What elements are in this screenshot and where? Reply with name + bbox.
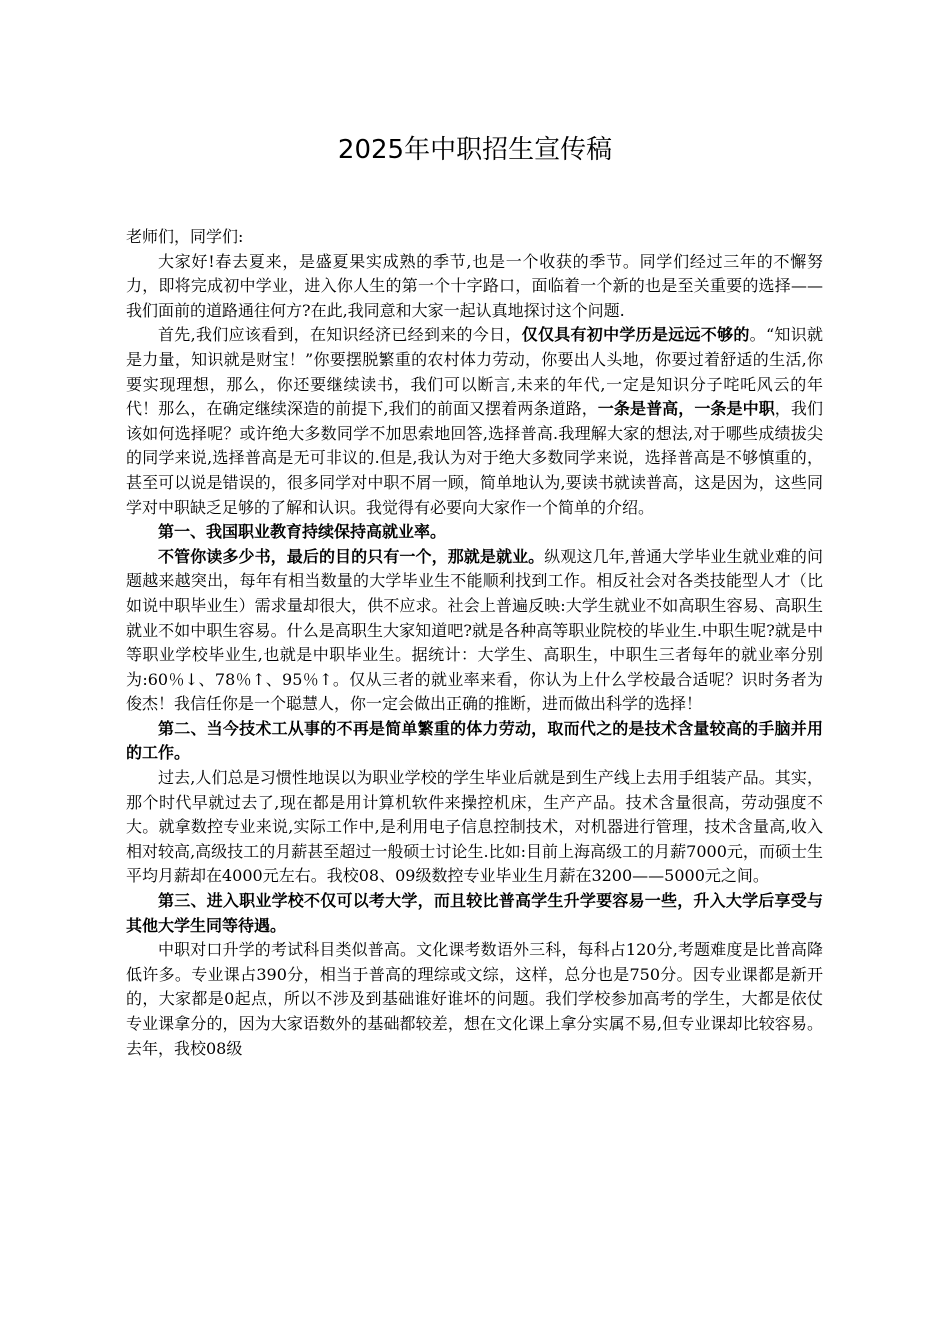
paragraph-choice-text-a: 首先,我们应该看到，在知识经济已经到来的今日，: [158, 325, 522, 345]
paragraph-choice: [126, 323, 823, 520]
paragraph-choice-emphasis-a: 仅仅具有初中学历是远远不够的: [521, 325, 750, 345]
paragraph-employment-text: 纵观这几年,普通大学毕业生就业难的问题越来越突出，每年有相当数量的大学毕业生不能顺利找到工作。相反社会对各类技能型人才（比如说中职毕业生）需求量却很大，供不应求。社会上普遍反映:大学生就业不如高职生容易、高职生就业不如中职生容易。什么是高职生大家知道吧?就是各种高等职业院校的毕业生.中职生呢?就是中等职业学校毕业生,也就是中职毕业生。据统计：大学生、高职生，中职生三者每年的就业率分别为:60％↓、78％↑、95％↑。仅从三者的就业率来看，你认为上什么学校最合适呢？识时务者为俊杰！我信任你是一个聪慧人，你一定会做出正确的推断，进而做出科学的选择！: [126, 546, 823, 714]
section-heading-2: 第二、当今技术工从事的不再是简单繁重的体力劳动，取而代之的是技术含量较高的手脑并用的工作。: [126, 718, 823, 763]
paragraph-intro: 大家好!春去夏来，是盛夏果实成熟的季节,也是一个收获的季节。同学们经过三年的不懈努力，即将完成初中学业，进入你人生的第一个十字路口，面临着一个新的也是至关重要的选择——我们面前的道路通往何方?在此,我同意和大家一起认真地探讨这个问题.: [126, 251, 823, 320]
paragraph-university: 中职对口升学的考试科目类似普高。文化课考数语外三科，每科占120分,考题难度是比普高降低许多。专业课占390分，相当于普高的理综或文综，这样，总分也是750分。因专业课都是新开的，大家都是0起点，所以不涉及到基础谁好谁坏的问题。我们学校参加高考的学生，大都是依仗专业课拿分的，因为大家语数外的基础都较差，想在文化课上拿分实属不易,但专业课却比较容易。去年，我校08级: [126, 940, 823, 1058]
section-heading-3: 第三、进入职业学校不仅可以考大学，而且较比普高学生升学要容易一些，升入大学后享受与其他大学生同等待遇。: [126, 891, 823, 935]
section-heading-1: 第一、我国职业教育持续保持高就业率。: [158, 522, 447, 542]
paragraph-technology: 过去,人们总是习惯性地误以为职业学校的学生毕业后就是到生产线上去用手组装产品。其实，那个时代早就过去了,现在都是用计算机软件来操控机床，生产产品。技术含量很高，劳动强度不大。就拿数控专业来说,实际工作中,是利用电子信息控制技术，对机器进行管理，技术含量高,收入相对较高,高级技工的月薪甚至超过一般硕士讨论生.比如:目前上海高级工的月薪7000元，而硕士生平均月薪却在4000元左右。我校08、09级数控专业毕业生月薪在3200——5000元之间。: [126, 768, 823, 886]
paragraph-choice-emphasis-b: 一条是普高，一条是中职: [597, 399, 775, 419]
document-title: 2025年中职招生宣传稿: [337, 135, 613, 165]
paragraph-choice-text-b: 。“知识就是力量，知识就是财宝！”你要摆脱繁重的农村体力劳动，你要出人头地，你要过着舒适的生活,你要实现理想，那么，你还要继续读书，我们可以断言,未来的年代,一定是知识分子咤吒风云的年代！那么，在确定继续深造的前提下,我们的前面又摆着两条道路，: [126, 325, 823, 419]
paragraph-employment-emphasis: 不管你读多少书，最后的目的只有一个，那就是就业。: [158, 546, 545, 566]
document-body: [126, 225, 823, 1061]
greeting: 老师们，同学们:: [126, 227, 244, 246]
paragraph-employment: [126, 545, 823, 717]
paragraph-choice-text-c: ，我们该如何选择呢？或许绝大多数同学不加思索地回答,选择普高.我理解大家的想法,对于哪些成绩拔尖的同学来说,选择普高是无可非议的.但是,我认为对于绝大多数同学来说，选择普高是不够慎重的，甚至可以说是错误的，很多同学对中职不屑一顾，简单地认为,要读书就读普高，这是因为，这些同学对中职缺乏足够的了解和认识。我觉得有必要向大家作一个简单的介绍。: [126, 399, 823, 517]
